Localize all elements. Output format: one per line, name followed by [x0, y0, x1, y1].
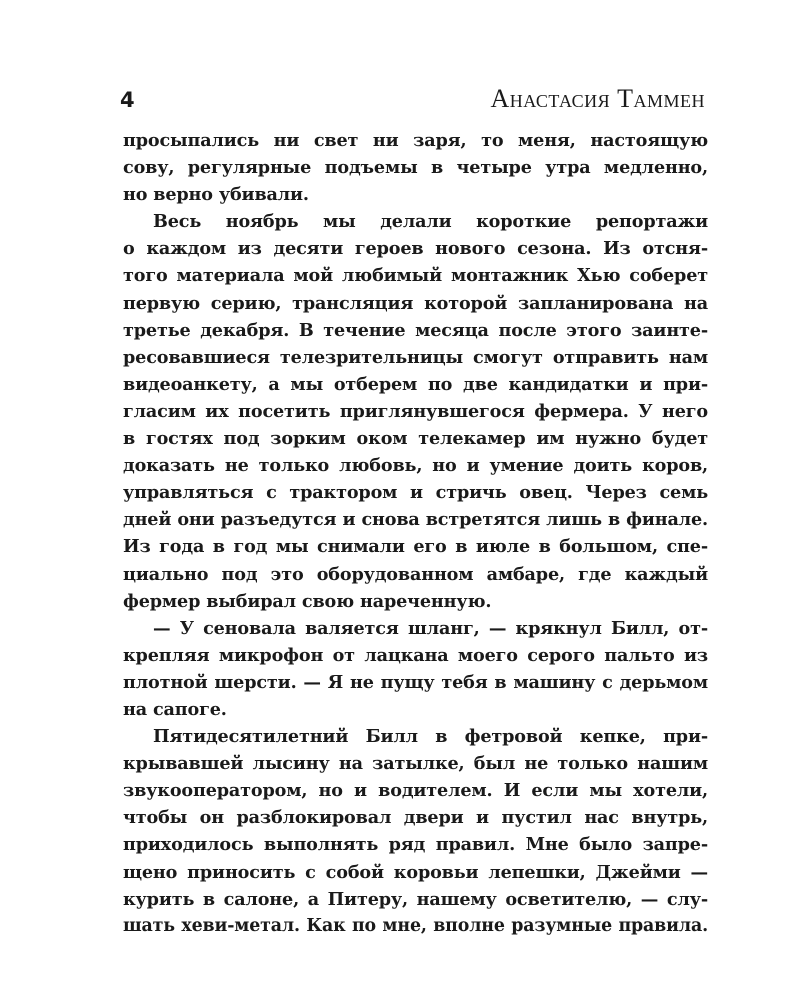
text-line: в гостях под зорким оком телекамер им нужно будет	[123, 428, 708, 450]
text-line: приходилось выполнять ряд правил. Мне было запре-	[123, 834, 708, 856]
text-line: о каждом из десяти героев нового сезона. Из отсня-	[123, 238, 708, 260]
text-line: Пятидесятилетний Билл в фетровой кепке, при-	[153, 726, 708, 748]
text-line: крепляя микрофон от лацкана моего серого пальто из	[123, 644, 708, 666]
text-line: просыпались ни свет ни заря, то меня, настоящую	[123, 130, 708, 151]
text-line: первую серию, трансляция которой запланирована на	[123, 292, 708, 314]
text-line: того материала мой любимый монтажник Хью соберет	[123, 265, 708, 287]
text-line: курить в салоне, а Питеру, нашему осветителю, — слу-	[123, 888, 708, 910]
text-line: фермер выбирал свою нареченную.	[123, 590, 492, 612]
text-line: управляться с трактором и стричь овец. Через семь	[123, 482, 708, 504]
text-line: плотной шерсти. — Я не пущу тебя в машину с дерьмом	[123, 671, 708, 693]
page-number: 4	[120, 88, 135, 112]
text-line: доказать не только любовь, но и умение доить коров,	[123, 455, 708, 477]
text-line: ресовавшиеся телезрительницы смогут отправить нам	[123, 346, 708, 368]
text-line: Весь ноябрь мы делали короткие репортажи	[153, 211, 708, 233]
text-line: сову, регулярные подъемы в четыре утра медленно,	[123, 157, 708, 179]
text-line: циально под это оборудованном амбаре, где каждый	[123, 563, 708, 585]
text-line: шать хеви-метал. Как по мне, вполне разумные правила.	[123, 915, 708, 936]
text-line: гласим их посетить приглянувшегося фермера. У него	[123, 400, 708, 422]
text-line: крывавшей лысину на затылке, был не только нашим	[123, 753, 708, 775]
text-line: Из года в год мы снимали его в июле в большом, спе-	[123, 536, 708, 558]
text-line: звукооператором, но и водителем. И если мы хотели,	[123, 780, 708, 802]
text-line: но верно убивали.	[123, 184, 309, 206]
text-line: дней они разъедутся и снова встретятся лишь в финале.	[123, 509, 708, 531]
text-line: — У сеновала валяется шланг, — крякнул Билл, от-	[153, 617, 708, 639]
text-line: на сапоге.	[123, 698, 227, 720]
text-line: щено приносить с собой коровьи лепешки, Джейми —	[123, 861, 708, 883]
text-line: чтобы он разблокировал двери и пустил нас внутрь,	[123, 807, 708, 829]
text-line: видеоанкету, а мы отберем по две кандидатки и при-	[123, 373, 708, 395]
body-text	[123, 127, 708, 940]
running-head-author: Анастасия Таммен	[490, 84, 705, 113]
text-line: третье декабря. В течение месяца после этого заинте-	[123, 319, 708, 341]
